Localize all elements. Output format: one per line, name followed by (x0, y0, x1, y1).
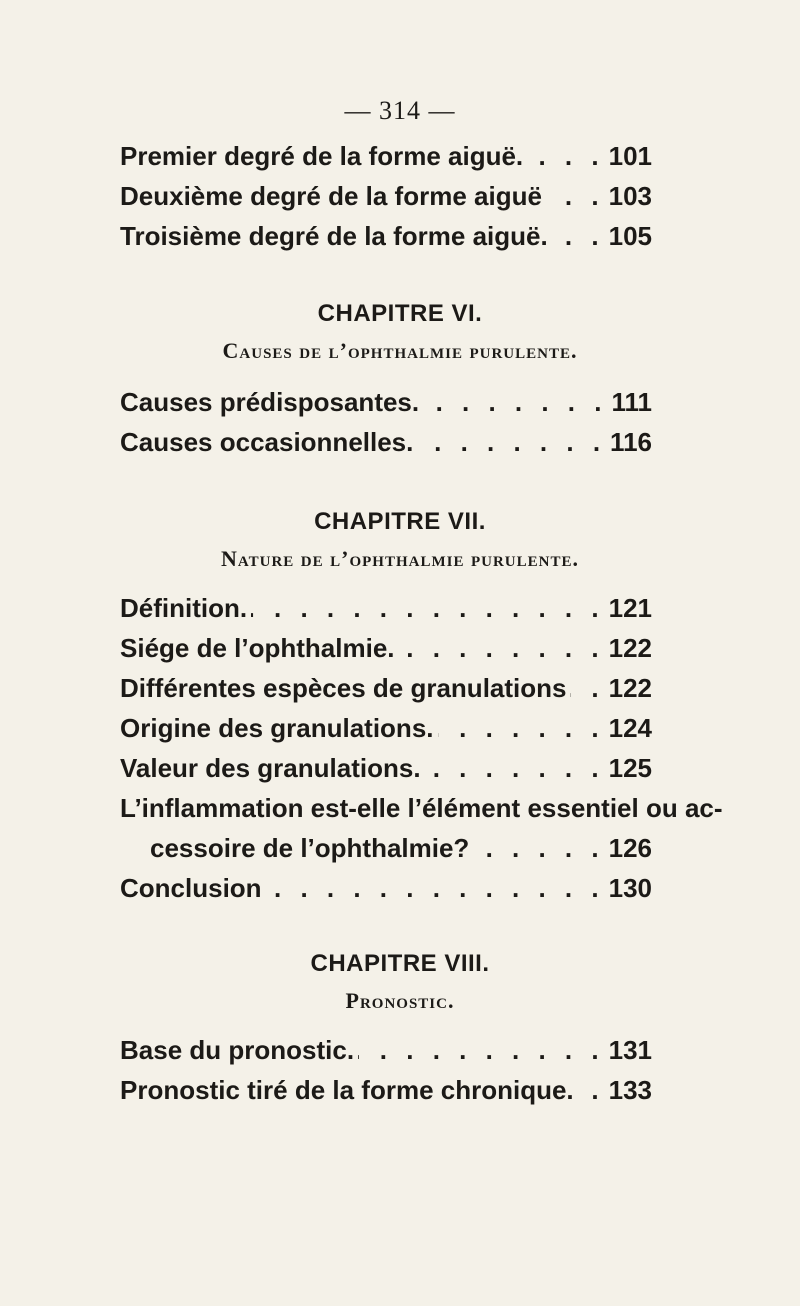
toc-entry-label: Causes occasionnelles. (120, 427, 414, 457)
toc-entry-label: Différentes espèces de granulations (120, 673, 567, 703)
toc-entry-label: Deuxième degré de la forme aiguë (120, 181, 542, 211)
toc-entry (120, 588, 652, 628)
toc-entry-label: Causes prédisposantes. (120, 387, 420, 417)
chapter-title: CHAPITRE VIII. (310, 950, 490, 977)
toc-entry-page: 131 (608, 1035, 652, 1065)
leader-dots (578, 1070, 605, 1110)
chapter-title: CHAPITRE VII. (314, 508, 486, 535)
leader-dots (552, 216, 605, 256)
toc-section-chapter-6 (120, 382, 652, 462)
toc-entry-label: Base du pronostic. (120, 1035, 355, 1065)
leader-dots (251, 588, 605, 628)
toc-entry (120, 868, 652, 908)
chapter-subtitle: Causes de l’ophthalmie purulente. (222, 338, 578, 363)
toc-entry-label: Premier degré de la forme aiguë. (120, 141, 524, 171)
toc-section-chapter-8 (120, 1030, 652, 1110)
leader-dots (473, 828, 604, 868)
leader-dots (266, 868, 605, 908)
leader-dots (423, 382, 607, 422)
toc-entry-page: 133 (608, 1075, 652, 1105)
toc-entry (120, 828, 652, 868)
toc-entry-label: Définition. (120, 593, 248, 623)
toc-entry (120, 1030, 652, 1070)
toc-entry (120, 422, 652, 462)
toc-entry-label: Valeur des granulations. (120, 753, 421, 783)
toc-entry-long-line1: L’inflammation est-elle l’élément essentiel ou ac- (120, 793, 723, 823)
toc-entry-page: 105 (608, 221, 652, 251)
leader-dots (546, 176, 605, 216)
leader-dots (399, 628, 605, 668)
toc-entry-label: Pronostic tiré de la forme chronique. (120, 1075, 574, 1105)
leader-dots (570, 668, 604, 708)
toc-entry-page: 101 (608, 141, 652, 171)
leader-dots (527, 136, 604, 176)
page-number: — 314 — (344, 96, 456, 125)
toc-entry-label: Conclusion (120, 873, 262, 903)
toc-entry-page: 111 (611, 387, 652, 417)
toc-entry (120, 216, 652, 256)
toc-entry-label: Origine des granulations. (120, 713, 434, 743)
toc-entry-page: 103 (608, 181, 652, 211)
leader-dots (417, 422, 606, 462)
toc-section-chapter-7 (120, 588, 723, 908)
toc-entry-label: cessoire de l’ophthalmie? (150, 833, 470, 863)
toc-entry-page: 121 (608, 593, 652, 623)
chapter-subtitle: Pronostic. (345, 988, 455, 1013)
toc-entry (120, 176, 652, 216)
toc-entry-page: 122 (608, 673, 652, 703)
toc-entry-page: 130 (608, 873, 652, 903)
chapter-title: CHAPITRE VI. (317, 300, 483, 327)
leader-dots (358, 1030, 605, 1070)
chapter-subtitle: Nature de l’ophthalmie purulente. (221, 546, 579, 571)
leader-dots (438, 708, 605, 748)
toc-entry-page: 116 (610, 427, 652, 457)
toc-entry (120, 668, 652, 708)
toc-section-acute-form (120, 136, 652, 256)
toc-entry-page: 125 (608, 753, 652, 783)
toc-entry (120, 382, 652, 422)
toc-entry (120, 136, 652, 176)
toc-entry-page: 126 (608, 833, 652, 863)
toc-entry-page: 122 (608, 633, 652, 663)
toc-entry-page: 124 (608, 713, 652, 743)
toc-entry (120, 1070, 652, 1110)
toc-entry-label: Siége de l’ophthalmie. (120, 633, 395, 663)
toc-entry (120, 628, 652, 668)
toc-entry (120, 748, 652, 788)
toc-entry-label: Troisième degré de la forme aiguë. (120, 221, 548, 251)
leader-dots (425, 748, 605, 788)
toc-entry (120, 708, 652, 748)
